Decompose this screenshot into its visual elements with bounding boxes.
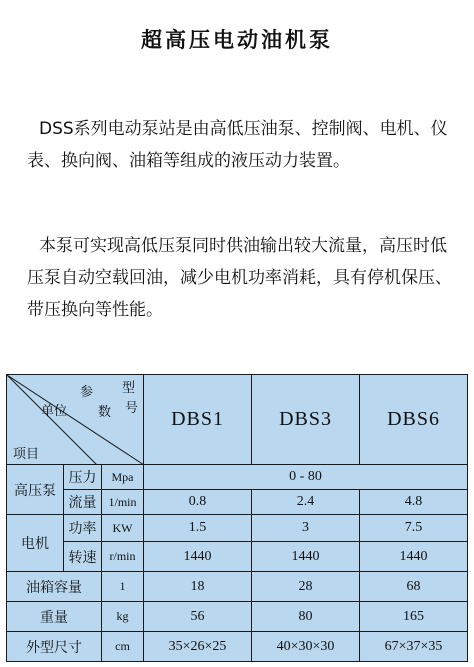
- feature-text: 本泵可实现高低压泵同时供油输出较大流量，高压时低压泵自动空载回油，减少电机功率消耗，具有停机保压、带压换向等性能。: [27, 236, 452, 320]
- header-canshu-1: 参: [80, 385, 94, 400]
- group-motor: 电机: [7, 515, 64, 572]
- cell-value: 18: [144, 572, 252, 602]
- row-unit: KW: [102, 515, 144, 542]
- cell-value: 80: [252, 602, 360, 632]
- cell-value: 1440: [144, 542, 252, 572]
- header-xinghao-2: 号: [125, 401, 139, 416]
- cell-value: 1.5: [144, 515, 252, 542]
- cell-value: 2.4: [252, 490, 360, 515]
- cell-value: 165: [360, 602, 468, 632]
- row-label: 外型尺寸: [7, 632, 102, 662]
- cell-value: 3: [252, 515, 360, 542]
- spec-table: [6, 374, 468, 662]
- pressure-value: 0 - 80: [144, 465, 468, 490]
- row-unit: r/min: [102, 542, 144, 572]
- cell-value: 7.5: [360, 515, 468, 542]
- row-unit: 1: [102, 572, 144, 602]
- table-row: [7, 515, 468, 542]
- row-unit: cm: [102, 632, 144, 662]
- model-dbs6: DBS6: [360, 375, 468, 465]
- row-label: 重量: [7, 602, 102, 632]
- model-dbs1: DBS1: [144, 375, 252, 465]
- row-label: 功率: [64, 515, 102, 542]
- cell-value: 40×30×30: [252, 632, 360, 662]
- header-diagonal-cell: [7, 375, 144, 465]
- model-dbs3: DBS3: [252, 375, 360, 465]
- table-header-row: [7, 375, 468, 465]
- row-unit: kg: [102, 602, 144, 632]
- row-label: 油箱容量: [7, 572, 102, 602]
- header-danwei: 单位: [41, 404, 68, 419]
- cell-value: 68: [360, 572, 468, 602]
- cell-value: 35×26×25: [144, 632, 252, 662]
- header-canshu-2: 数: [98, 405, 112, 420]
- cell-value: 4.8: [360, 490, 468, 515]
- header-xiangmu: 项目: [13, 447, 40, 462]
- feature-paragraph: [27, 230, 457, 326]
- cell-value: 1440: [360, 542, 468, 572]
- cell-value: 1440: [252, 542, 360, 572]
- table-row: [7, 465, 468, 490]
- header-xinghao-1: 型: [122, 381, 136, 396]
- group-high-pressure-pump: 高压泵: [7, 465, 64, 515]
- cell-value: 28: [252, 572, 360, 602]
- row-label: 流量: [64, 490, 102, 515]
- table-row: [7, 542, 468, 572]
- intro-text: DSS系列电动泵站是由高低压油泵、控制阀、电机、仪表、换向阀、油箱等组成的液压动力装置。: [27, 119, 448, 171]
- cell-value: 0.8: [144, 490, 252, 515]
- row-label: 转速: [64, 542, 102, 572]
- table-row: [7, 490, 468, 515]
- cell-value: 67×37×35: [360, 632, 468, 662]
- table-row: [7, 602, 468, 632]
- row-label: 压力: [64, 465, 102, 490]
- cell-value: 56: [144, 602, 252, 632]
- intro-paragraph: [27, 113, 457, 177]
- table-row: [7, 632, 468, 662]
- table-row: [7, 572, 468, 602]
- page-title: 超高压电动油机泵: [141, 28, 333, 52]
- row-unit: 1/min: [102, 490, 144, 515]
- row-unit: Mpa: [102, 465, 144, 490]
